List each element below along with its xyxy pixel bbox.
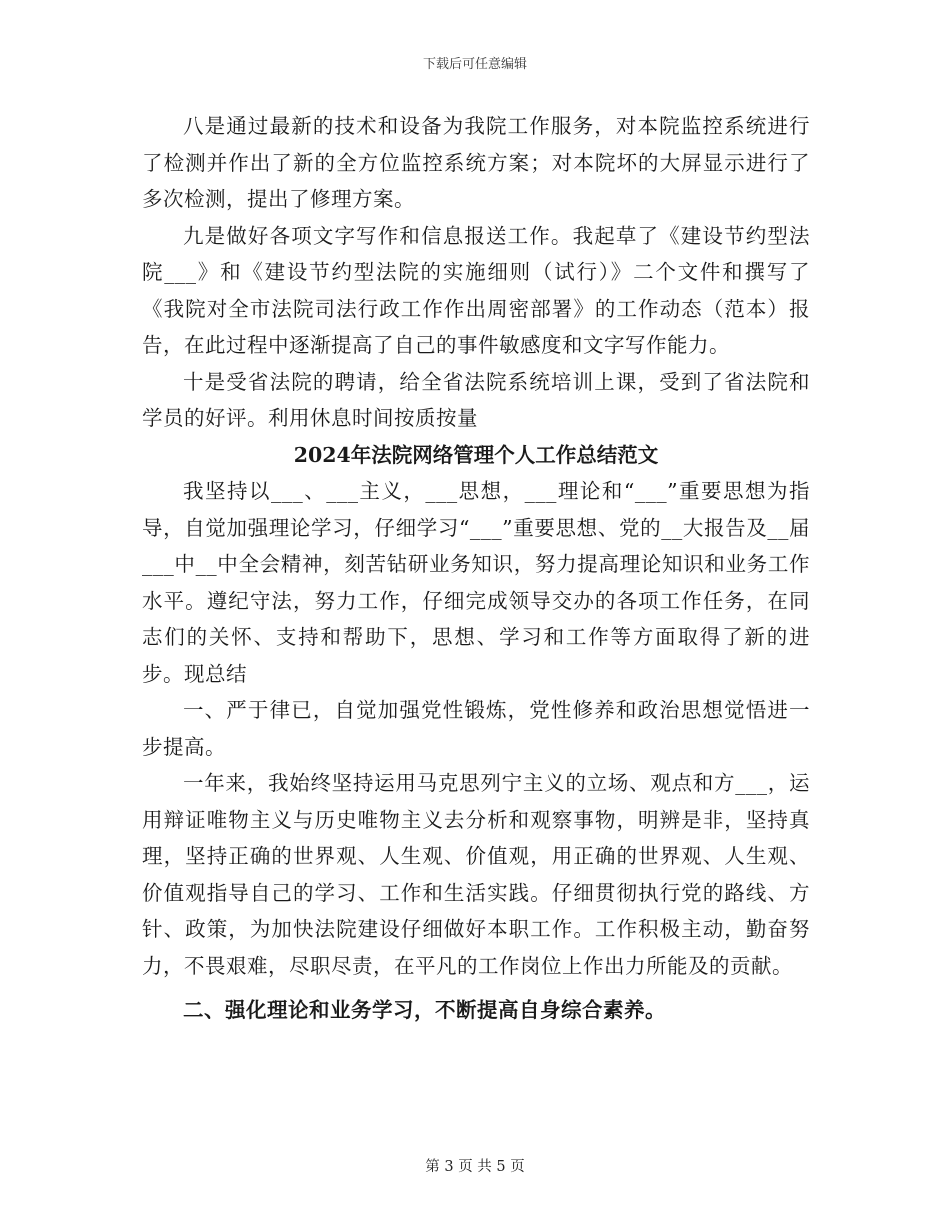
paragraph-section-one-body: 一年来，我始终坚持运用马克思列宁主义的立场、观点和方___，运用辩证唯物主义与历史唯物主义去分析和观察事物，明辨是非，坚持真理，坚持正确的世界观、人生观、价值观，用正确的世界观、人生观、价值观指导自己的学习、工作和生活实践。仔细贯彻执行党的路线、方针、政策，为加快法院建设仔细做好本职工作。工作积极主动，勤奋努力，不畏艰难，尽职尽责，在平凡的工作岗位上作出力所能及的贡献。 <box>142 771 810 978</box>
page-number: 第 3 页 共 5 页 <box>425 1159 525 1175</box>
paragraph-eight: 八是通过最新的技术和设备为我院工作服务，对本院监控系统进行了检测并作出了新的全方位监控系统方案；对本院坏的大屏显示进行了多次检测，提出了修理方案。 <box>142 114 810 211</box>
paragraph-intro: 我坚持以___、___主义，___思想，___理论和“___”重要思想为指导，自觉加强理论学习，仔细学习“___”重要思想、党的__大报告及__届___中__中全会精神，刻苦钻研业务知识，努力提高理论知识和业务工作水平。遵纪守法，努力工作，仔细完成领导交办的各项工作任务，在同志们的关怀、支持和帮助下，思想、学习和工作等方面取得了新的进步。现总结 <box>142 479 810 686</box>
document-body <box>142 108 810 1029</box>
header-note: 下载后可任意编辑 <box>422 57 527 72</box>
document-title: 2024年法院网络管理个人工作总结范文 <box>293 442 659 467</box>
section-two-heading: 二、强化理论和业务学习，不断提高自身综合素养。 <box>183 998 666 1022</box>
paragraph-section-one: 一、严于律已，自觉加强党性锻炼，党性修养和政治思想觉悟进一步提高。 <box>142 698 810 759</box>
paragraph-nine: 九是做好各项文字写作和信息报送工作。我起草了《建设节约型法院___》和《建设节约型法院的实施细则（试行）》二个文件和撰写了《我院对全市法院司法行政工作作出周密部署》的工作动态（范本）报告，在此过程中逐渐提高了自己的事件敏感度和文字写作能力。 <box>142 223 810 357</box>
paragraph-ten: 十是受省法院的聘请，给全省法院系统培训上课，受到了省法院和学员的好评。利用休息时间按质按量 <box>142 369 810 430</box>
